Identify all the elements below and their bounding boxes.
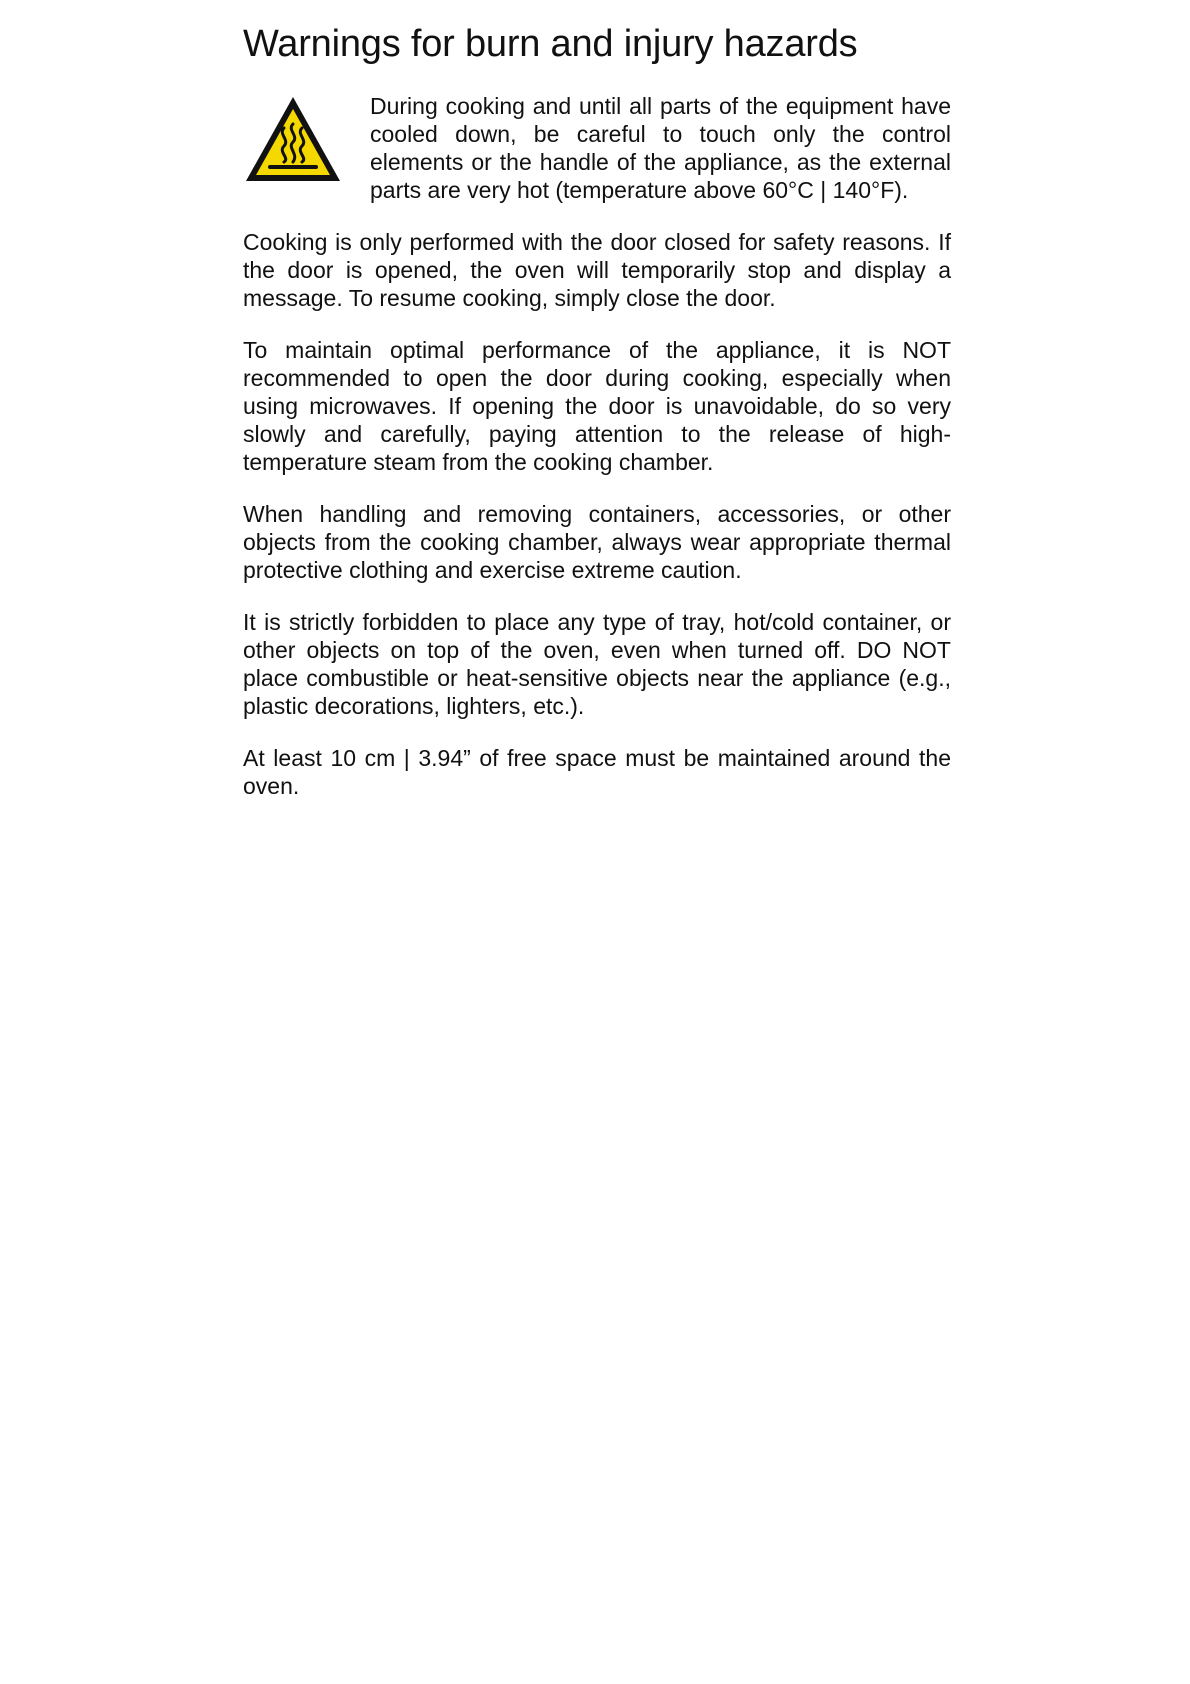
door-opening-paragraph: To maintain optimal performance of the appliance, it is NOT recommended to open the door during cooking, especially when using microwaves. If opening the door is unavoidable, do so very slowly and carefully, paying attention to the release of high-temperature steam from the cooking chamber. [243,337,951,475]
door-closed-paragraph: Cooking is only performed with the door closed for safety reasons. If the door is opened, the oven will temporarily stop and display a message. To resume cooking, simply close the door. [243,229,951,311]
hot-surface-warning [243,92,951,204]
clearance-paragraph: At least 10 cm | 3.94” of free space must be maintained around the oven. [243,745,951,799]
forbidden-paragraph: It is strictly forbidden to place any type of tray, hot/cold container, or other objects on top of the oven, even when turned off. DO NOT place combustible or heat-sensitive objects near the appliance (e.g., plastic decorations, lighters, etc.). [243,609,951,719]
hot-surface-warning-icon [243,94,343,189]
handling-paragraph: When handling and removing containers, accessories, or other objects from the cooking chamber, always wear appropriate thermal protective clothing and exercise extreme caution. [243,501,951,583]
hot-parts-paragraph: During cooking and until all parts of the equipment have cooled down, be careful to touch only the control elements or the handle of the appliance, as the external parts are very hot (temperature above 60°C | 140°F). [370,93,951,203]
document-page [243,18,951,824]
page-title: Warnings for burn and injury hazards [243,23,858,65]
